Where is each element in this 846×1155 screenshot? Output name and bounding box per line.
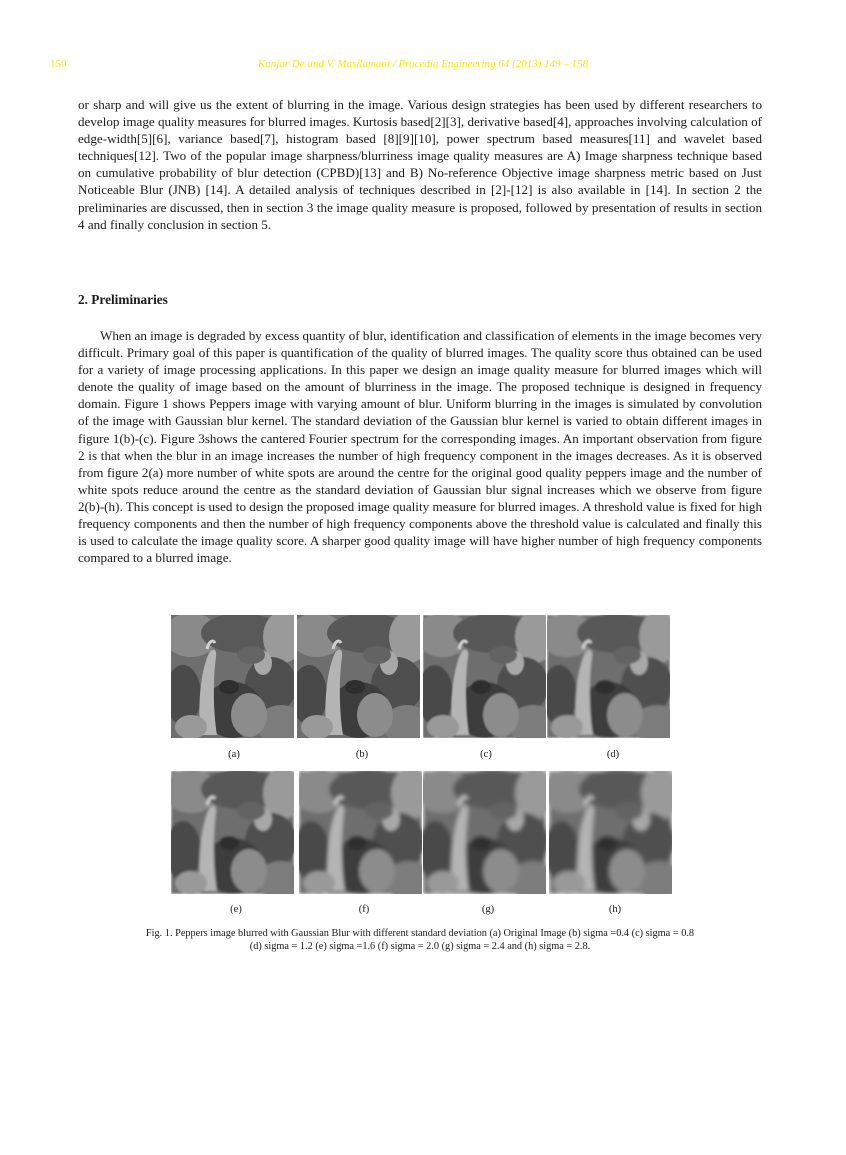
figure-shape [607,693,643,737]
figure-peppers-a [171,615,294,738]
subfigure-label-e: (e) [230,904,242,915]
figure-peppers-c [423,615,546,738]
subfigure-label-d: (d) [606,749,620,760]
figure-shape [553,871,585,894]
intro-paragraph: or sharp and will give us the extent of blurring in the image. Various design strategies has been used by different researchers to develop image quality measures for blurred images. Kurtosis based[2][3], derivative based[4], approaches involving calculation of edge-width[5][6], variance based[7], histogram based [8][9][10], power spectrum based measures[11] and wavelet based techniques[12]. Two of the popular image sharpness/blurriness image quality measures are A) Image sharpness technique based on cumulative probability of blur detection (CPBD)[13] and B) No-reference Objective image sharpness metric based on Just Noticeable Blur (JNB) [14]. A detailed analysis of techniques described in [2]-[12] is also available in [14]. In section 2 the preliminaries are discussed, then in section 3 the image quality measure is proposed, followed by presentation of results in section 4 and finally conclusion in section 5. [78,97,762,232]
figure-shape [175,715,207,738]
figure-shape [483,693,519,737]
section-heading: 2. Preliminaries [78,292,168,307]
page-header [0,58,846,74]
subfigure-label-a: (a) [228,749,240,760]
figure-shape [609,849,645,893]
figure-caption-line-1: Fig. 1. Peppers image blurred with Gaussian Blur with different standard deviation (a) Original Image (b) sigma =0.4 (c) sigma = 0.8 [145,928,695,939]
figure-shape [363,646,391,664]
figure-shape [231,849,267,893]
subfigure-label-h: (h) [608,904,622,915]
figure-shape [359,849,395,893]
figure-shape [489,646,517,664]
figure-shape [597,836,617,850]
subfigure-label-g: (g) [481,904,495,915]
subfigure-label-b: (b) [355,749,369,760]
figure-shape [231,693,267,737]
subfigure-label-f: (f) [358,904,370,915]
figure-shape [175,871,207,894]
figure-peppers-e [171,771,294,894]
figure-peppers-b [297,615,420,738]
figure-shape [219,836,239,850]
preliminaries-paragraph: When an image is degraded by excess quantity of blur, identification and classification of elements in the image becomes very difficult. Primary goal of this paper is quantification of the quality of blurred images. The quality score thus obtained can be used for a variety of image processing applications. In this paper we design an image quality measure for blurred images which will denote the quality of image based on the amount of blurriness in the image. The proposed technique is designed in frequency domain. Figure 1 shows Peppers image with varying amount of blur. Uniform blurring in the images is simulated by convolution of the image with Gaussian blur kernel. The standard deviation of the Gaussian blur kernel is varied to obtain different images in figure 1(b)-(c). Figure 3shows the cantered Fourier spectrum for the corresponding images. An important observation from figure 2 is that when the blur in an image increases the number of high frequency component in the images decreases. As it is observed from figure 2(a) more number of white spots are around the centre for the original good quality peppers image and the number of white spots reduce around the centre as the standard deviation of Gaussian blur signal increases which we observe from figure 2(b)-(h). This concept is used to design the proposed image quality measure for blurred images. A threshold value is fixed for high frequency components and then the number of high frequency components above the threshold value is calculated and finally this is used to calculate the image quality score. A sharper good quality image will have higher number of high frequency components compared to a blurred image. [78,328,762,566]
figure-shape [551,715,583,738]
figure-shape [301,715,333,738]
figure-caption-line-2: (d) sigma = 1.2 (e) sigma =1.6 (f) sigma = 2.0 (g) sigma = 2.4 and (h) sigma = 2.8. [249,941,591,952]
figure-shape [427,715,459,738]
figure-shape [357,693,393,737]
figure-shape [613,646,641,664]
figure-caption [78,927,762,953]
figure-shape [427,871,459,894]
figure-shape [489,802,517,820]
figure-shape [347,836,367,850]
figure-shape [237,646,265,664]
figure-shape [303,871,335,894]
page-number: 150 [50,58,67,70]
running-head: Kanjar De and V. Masilamani / Procedia Engineering 64 (2013) 149 – 158 [257,58,589,70]
figure-shape [345,680,365,694]
figure-peppers-f [299,771,422,894]
figure-peppers-h [549,771,672,894]
figure-shape [615,802,643,820]
figure-shape [595,680,615,694]
figure-shape [471,836,491,850]
figure-peppers-g [423,771,546,894]
figure-shape [219,680,239,694]
subfigure-label-c: (c) [480,749,492,760]
figure-shape [365,802,393,820]
figure-shape [471,680,491,694]
figure-shape [237,802,265,820]
figure-shape [483,849,519,893]
figure-peppers-d [547,615,670,738]
